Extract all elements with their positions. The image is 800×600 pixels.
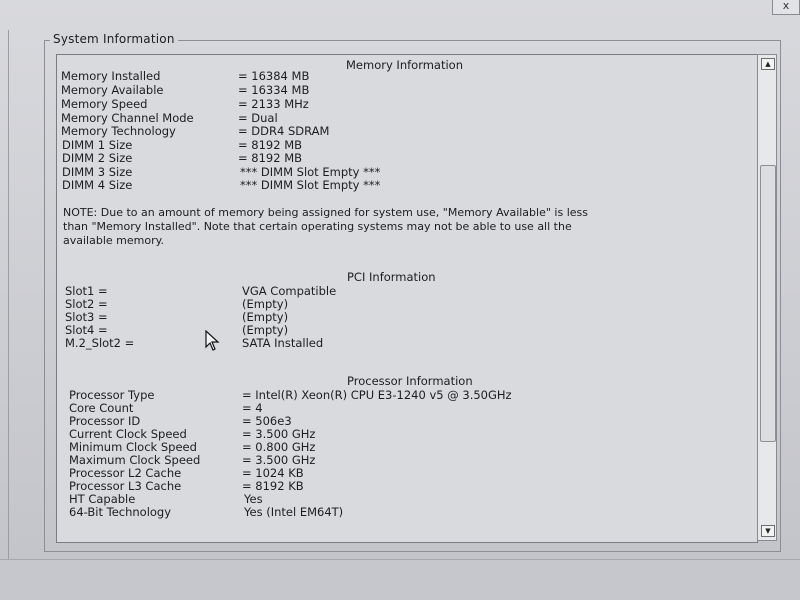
row-label: Processor L3 Cache xyxy=(69,479,182,493)
row-label: Slot1 = xyxy=(65,284,108,298)
row-label: DIMM 2 Size xyxy=(62,151,133,165)
vertical-scrollbar[interactable] xyxy=(757,54,777,541)
row-label: Core Count xyxy=(69,401,134,415)
row-value: (Empty) xyxy=(242,297,289,311)
note-line: NOTE: Due to an amount of memory being assigned for system use, "Memory Available" is less xyxy=(63,206,588,219)
row-value: = 8192 MB xyxy=(238,138,303,152)
row-value: SATA Installed xyxy=(242,336,324,350)
row-label: DIMM 3 Size xyxy=(62,165,133,179)
scroll-down-arrow-icon[interactable]: ▼ xyxy=(761,525,775,537)
row-label: Slot3 = xyxy=(65,310,108,324)
pci-section-title: PCI Information xyxy=(347,270,436,284)
row-label: Maximum Clock Speed xyxy=(69,453,201,467)
row-label: Memory Installed xyxy=(61,69,161,83)
row-value: (Empty) xyxy=(242,310,289,324)
scroll-up-arrow-icon[interactable]: ▲ xyxy=(761,58,775,70)
scroll-thumb[interactable] xyxy=(760,165,776,442)
row-label: Memory Available xyxy=(61,83,164,97)
row-value: = 2133 MHz xyxy=(238,97,309,111)
info-panel[interactable] xyxy=(56,54,758,543)
memory-section-title: Memory Information xyxy=(346,58,463,72)
row-label: M.2_Slot2 = xyxy=(65,336,135,350)
close-button[interactable]: x xyxy=(772,0,800,15)
mouse-pointer-icon xyxy=(205,330,223,352)
row-label: Minimum Clock Speed xyxy=(69,440,197,454)
row-label: Slot4 = xyxy=(65,323,108,337)
row-label: Processor L2 Cache xyxy=(69,466,182,480)
row-label: Memory Speed xyxy=(61,97,148,111)
row-label: DIMM 1 Size xyxy=(62,138,133,152)
row-value: Yes (Intel EM64T) xyxy=(244,505,344,519)
row-value: = 4 xyxy=(242,401,263,415)
row-value: = 16384 MB xyxy=(238,69,310,83)
row-label: 64-Bit Technology xyxy=(69,505,172,519)
row-value: = 16334 MB xyxy=(238,83,310,97)
row-value: = 8192 MB xyxy=(238,151,303,165)
row-value: VGA Compatible xyxy=(242,284,337,298)
row-value: = 8192 KB xyxy=(242,479,304,493)
row-value: = 3.500 GHz xyxy=(242,427,316,441)
note-line: than "Memory Installed". Note that certain operating systems may not be able to use all the xyxy=(63,220,572,233)
processor-section-title: Processor Information xyxy=(347,374,473,388)
group-title: System Information xyxy=(50,32,178,46)
row-value: = DDR4 SDRAM xyxy=(238,124,330,138)
row-value: *** DIMM Slot Empty *** xyxy=(240,178,381,192)
row-value: = Dual xyxy=(238,111,278,125)
row-label: Processor ID xyxy=(69,414,141,428)
row-value: = 506e3 xyxy=(242,414,292,428)
row-label: Memory Channel Mode xyxy=(61,111,194,125)
row-label: Memory Technology xyxy=(61,124,176,138)
row-label: DIMM 4 Size xyxy=(62,178,133,192)
row-label: HT Capable xyxy=(69,492,136,506)
row-value: = 0.800 GHz xyxy=(242,440,316,454)
row-value: (Empty) xyxy=(242,323,289,337)
note-line: available memory. xyxy=(63,234,165,247)
row-label: Slot2 = xyxy=(65,297,108,311)
row-value: = Intel(R) Xeon(R) CPU E3-1240 v5 @ 3.50GHz xyxy=(242,388,512,402)
row-value: = 1024 KB xyxy=(242,466,304,480)
left-panel-edge xyxy=(0,30,9,590)
bottom-button-bar xyxy=(0,559,800,600)
memory-note xyxy=(63,206,743,248)
row-value: = 3.500 GHz xyxy=(242,453,316,467)
row-label: Current Clock Speed xyxy=(69,427,187,441)
row-value: *** DIMM Slot Empty *** xyxy=(240,165,381,179)
row-label: Processor Type xyxy=(69,388,155,402)
row-value: Yes xyxy=(244,492,263,506)
